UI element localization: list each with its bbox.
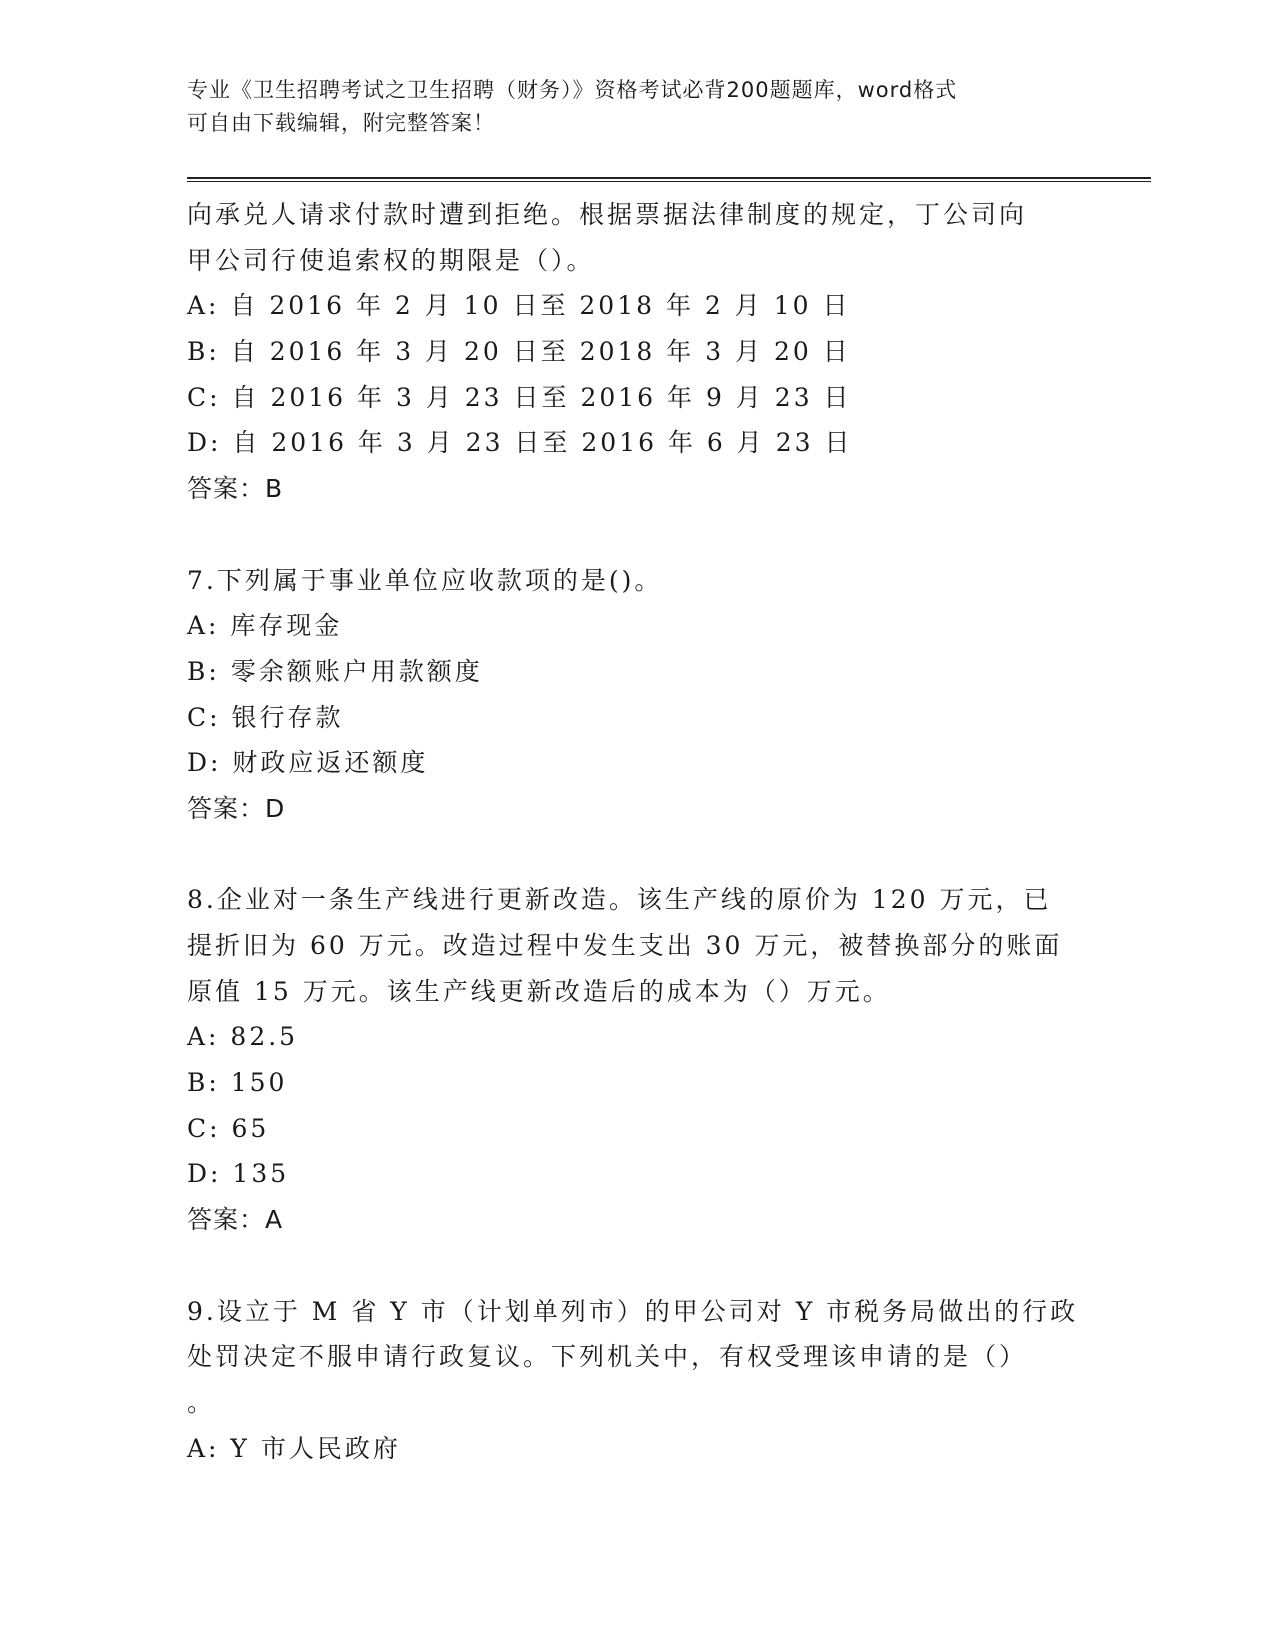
answer-line: 答案：A <box>187 1205 284 1235</box>
question-stem-line: 甲公司行使追索权的期限是（）。 <box>187 245 595 275</box>
option-a: A: 自 2016 年 2 月 10 日至 2018 年 2 月 10 日 <box>187 291 851 321</box>
question-6 <box>187 192 1087 512</box>
question-stem-line: 原值 15 万元。该生产线更新改造后的成本为（）万元。 <box>187 976 891 1006</box>
option-b: B: 150 <box>187 1068 288 1098</box>
option-a: A: 82.5 <box>187 1022 299 1052</box>
option-b: B: 零余额账户用款额度 <box>187 656 483 686</box>
option-d: D: 自 2016 年 3 月 23 日至 2016 年 6 月 23 日 <box>187 428 853 458</box>
question-8 <box>187 877 1087 1243</box>
header-divider <box>187 177 1151 182</box>
question-stem-line: 9.设立于 M 省 Y 市（计划单列市）的甲公司对 Y 市税务局做出的行政 <box>187 1296 1079 1326</box>
option-c: C: 银行存款 <box>187 702 344 732</box>
question-9 <box>187 1289 1087 1472</box>
answer-line: 答案：D <box>187 793 286 823</box>
option-a: A: 库存现金 <box>187 611 343 641</box>
document-header <box>187 74 1087 140</box>
question-spacer <box>187 1243 1087 1289</box>
header-line-1: 专业《卫生招聘考试之卫生招聘（财务）》资格考试必背200题题库，word格式 <box>187 78 958 102</box>
option-d: D: 财政应返还额度 <box>187 748 429 778</box>
question-stem-line: 提折旧为 60 万元。改造过程中发生支出 30 万元，被替换部分的账面 <box>187 931 1063 960</box>
question-stem-line: 处罚决定不服申请行政复议。下列机关中，有权受理该申请的是（） <box>187 1342 1028 1372</box>
question-stem-line: 。 <box>187 1387 216 1417</box>
option-b: B: 自 2016 年 3 月 20 日至 2018 年 3 月 20 日 <box>187 337 851 367</box>
question-content <box>187 192 1087 1471</box>
option-d: D: 135 <box>187 1159 290 1189</box>
question-stem-line: 8.企业对一条生产线进行更新改造。该生产线的原价为 120 万元，已 <box>187 885 1052 915</box>
option-c: C: 自 2016 年 3 月 23 日至 2016 年 9 月 23 日 <box>187 382 852 412</box>
option-a: A: Y 市人民政府 <box>187 1433 401 1463</box>
question-spacer <box>187 512 1087 558</box>
option-c: C: 65 <box>187 1113 270 1143</box>
question-stem-line: 向承兑人请求付款时遭到拒绝。根据票据法律制度的规定，丁公司向 <box>187 200 1028 229</box>
header-line-2: 可自由下载编辑，附完整答案！ <box>187 111 495 135</box>
answer-line: 答案：B <box>187 474 284 504</box>
question-7 <box>187 558 1087 832</box>
question-spacer <box>187 832 1087 878</box>
question-stem-line: 7.下列属于事业单位应收款项的是()。 <box>187 565 663 595</box>
